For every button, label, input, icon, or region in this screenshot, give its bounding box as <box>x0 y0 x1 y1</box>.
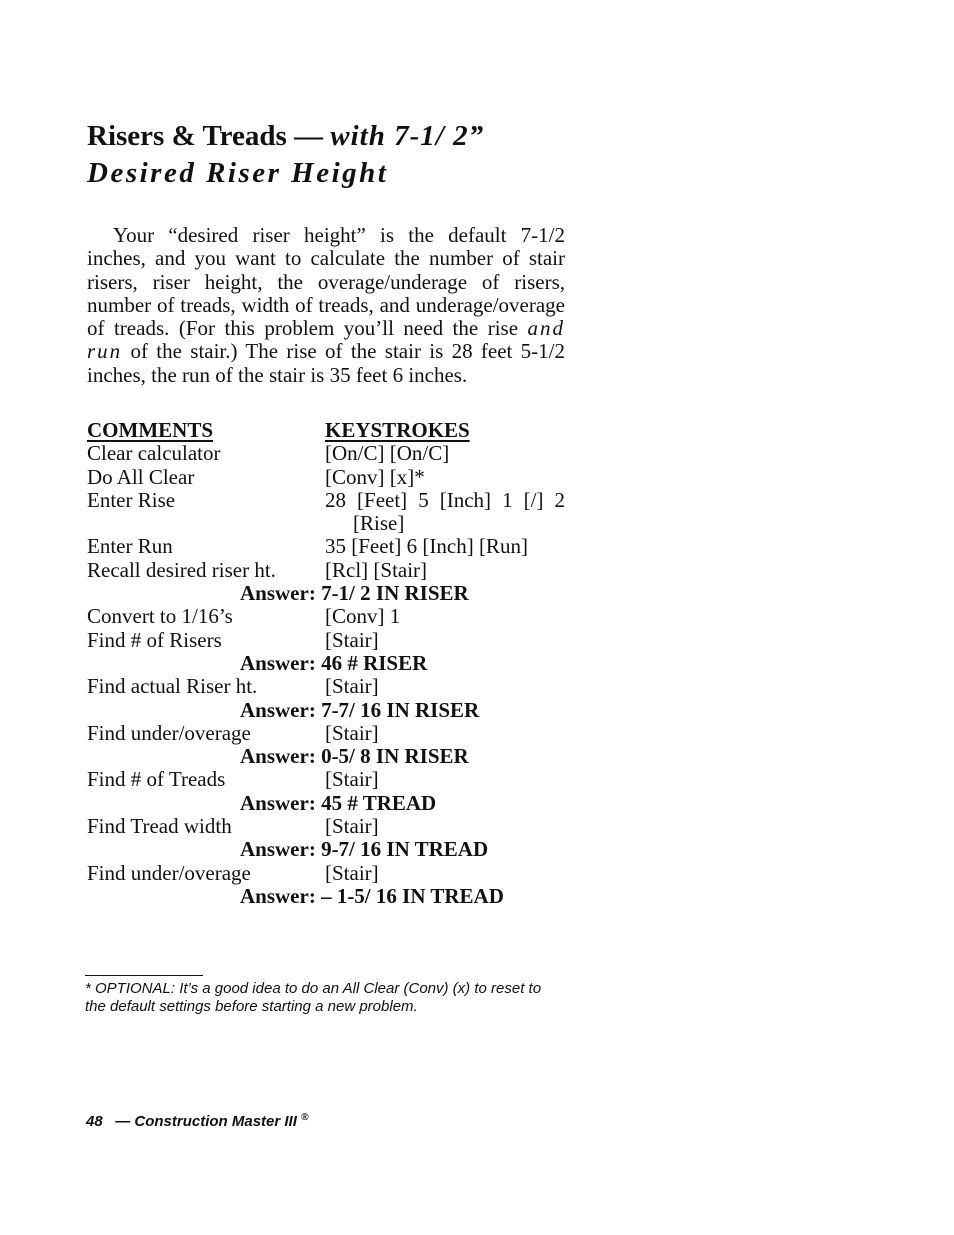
title-italic-b: Desired Riser Height <box>87 157 389 189</box>
table-row <box>87 535 567 558</box>
page-title <box>87 118 587 192</box>
table-row <box>87 442 567 465</box>
intro-paragraph <box>87 224 565 387</box>
table-row <box>87 768 567 791</box>
table-row <box>87 629 567 652</box>
keystroke-cell: [Stair] <box>325 860 379 885</box>
keystroke-cell: [On/C] [On/C] <box>325 441 450 466</box>
answer-row <box>87 885 567 908</box>
comment-cell: Find # of Risers <box>87 627 222 652</box>
intro-emphasis: and run <box>87 316 565 364</box>
registered-mark: ® <box>301 1112 309 1123</box>
keystroke-line-continued: [Rise] <box>353 511 405 536</box>
keystroke-cell: [Stair] <box>325 627 379 652</box>
header-keystrokes: KEYSTROKES <box>325 418 470 442</box>
keystroke-token: 1 <box>502 487 513 512</box>
footer-title: — Construction Master III <box>115 1113 297 1130</box>
answer-text: Answer: – 1-5/ 16 IN TREAD <box>240 883 504 908</box>
answer-row <box>87 745 567 768</box>
answer-text: Answer: 7-1/ 2 IN RISER <box>240 581 469 606</box>
table-row <box>87 489 567 536</box>
keystroke-cell: [Conv] [x]* <box>325 464 425 489</box>
comment-cell: Enter Rise <box>87 487 176 512</box>
table-row <box>87 559 567 582</box>
comment-cell: Clear calculator <box>87 441 221 466</box>
answer-text: Answer: 9-7/ 16 IN TREAD <box>240 837 489 862</box>
table-body <box>87 442 567 908</box>
answer-row <box>87 792 567 815</box>
keystroke-cell: [Conv] 1 <box>325 604 401 629</box>
intro-text-a: Your “desired riser height” is the default 7-1/2 inches, and you want to calculate the number of stair risers, riser height, the overage/underage of risers, number of treads, width of treads, and underage/overage of treads. (For this problem you’ll need the rise <box>87 223 565 341</box>
comment-cell: Find Tread width <box>87 814 232 839</box>
keystroke-cell: [Stair] <box>325 674 379 699</box>
keystroke-token: 28 <box>325 487 346 512</box>
answer-text: Answer: 7-7/ 16 IN RISER <box>240 697 480 722</box>
keystroke-line <box>325 489 565 512</box>
keystroke-token: [Feet] <box>357 487 408 512</box>
keystroke-cell: [Stair] <box>325 814 379 839</box>
answer-text: Answer: 0-5/ 8 IN RISER <box>240 744 469 769</box>
footnote-rule <box>85 975 203 976</box>
comment-cell: Find under/overage <box>87 720 251 745</box>
title-main: Risers & Treads — <box>87 120 331 152</box>
table-row <box>87 862 567 885</box>
table-row <box>87 675 567 698</box>
keystroke-token: [/] <box>523 487 544 512</box>
keystroke-token: 5 <box>418 487 429 512</box>
answer-row <box>87 652 567 675</box>
keystroke-cell: [Stair] <box>325 720 379 745</box>
table-header-row <box>87 419 567 442</box>
comment-cell: Find actual Riser ht. <box>87 674 258 699</box>
page-footer <box>86 1112 308 1130</box>
keystroke-cell: [Rcl] [Stair] <box>325 557 428 582</box>
header-comments: COMMENTS <box>87 418 213 442</box>
keystroke-cell: [Stair] <box>325 767 379 792</box>
comment-cell: Convert to 1/16’s <box>87 604 233 629</box>
intro-text-b: of the stair.) The rise of the stair is 28 feet 5-1/2 inches, the run of the stair is 35 feet 6 inches. <box>87 339 565 387</box>
answer-row <box>87 699 567 722</box>
keystroke-cell: 35 [Feet] 6 [Inch] [Run] <box>325 534 528 559</box>
answer-row <box>87 582 567 605</box>
title-italic-a: with 7-1/ 2” <box>330 120 485 152</box>
answer-row <box>87 838 567 861</box>
comment-cell: Recall desired riser ht. <box>87 557 276 582</box>
answer-text: Answer: 45 # TREAD <box>240 790 437 815</box>
keystroke-cell <box>325 489 565 536</box>
table-row <box>87 722 567 745</box>
table-row <box>87 815 567 838</box>
table-row <box>87 605 567 628</box>
keystroke-token: 2 <box>554 487 565 512</box>
table-row <box>87 466 567 489</box>
page-number: 48 <box>86 1113 103 1130</box>
footnote: * OPTIONAL: It’s a good idea to do an All Clear (Conv) (x) to reset to the default settings before starting a new problem. <box>85 980 542 1015</box>
answer-text: Answer: 46 # RISER <box>240 650 428 675</box>
keystroke-token: [Inch] <box>439 487 492 512</box>
comment-cell: Find under/overage <box>87 860 251 885</box>
comment-cell: Find # of Treads <box>87 767 226 792</box>
comment-cell: Enter Run <box>87 534 173 559</box>
keystroke-table <box>87 419 567 908</box>
comment-cell: Do All Clear <box>87 464 195 489</box>
